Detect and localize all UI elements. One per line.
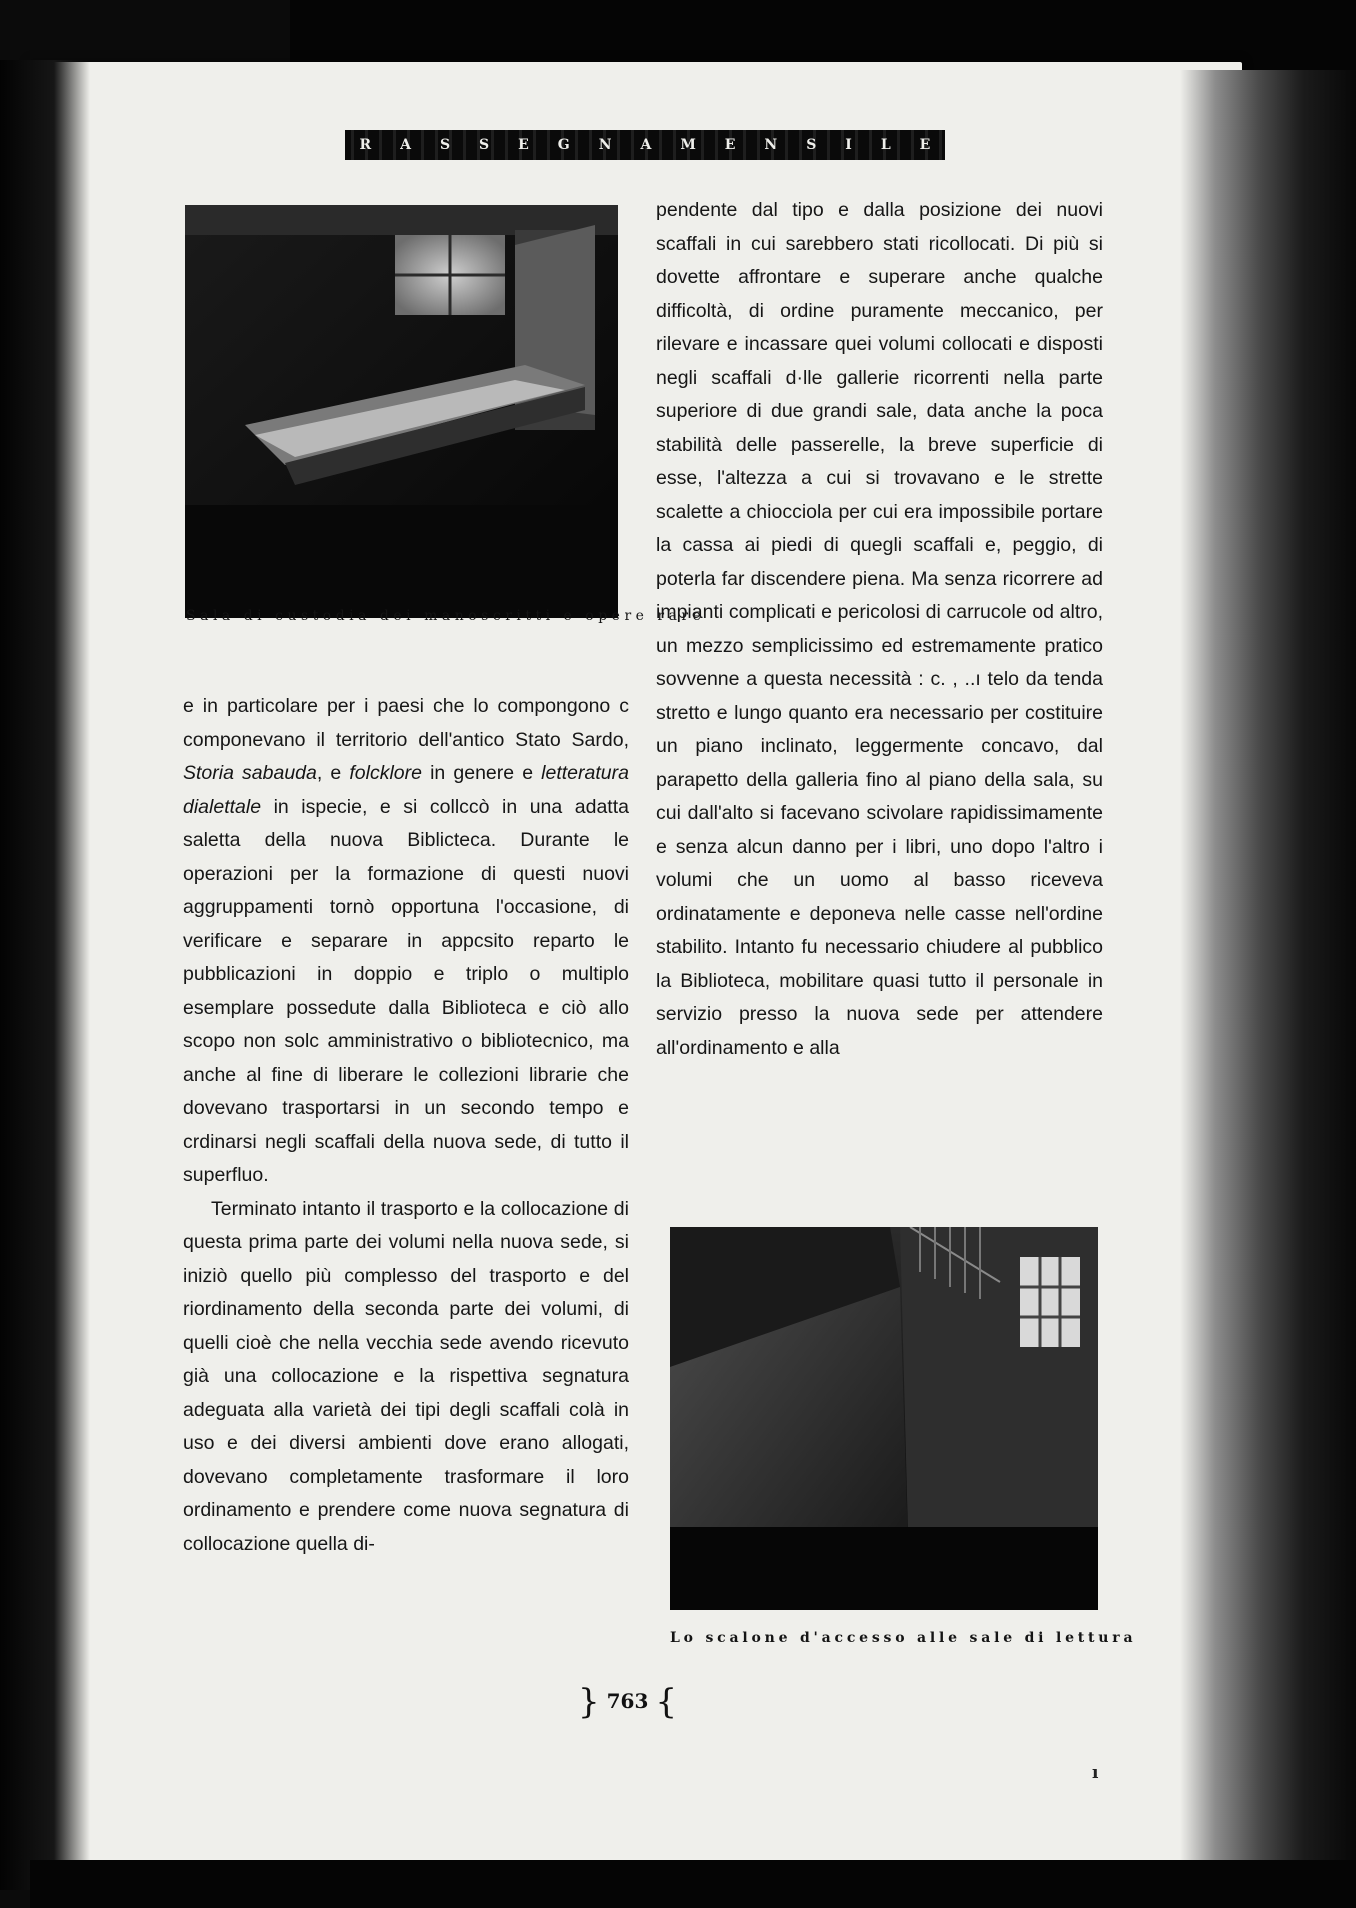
italic-term: letteratura dialettale (183, 762, 629, 818)
left-text-column (183, 690, 629, 1561)
header-letter: N (598, 137, 612, 153)
staircase-caption: Lo scalone d'accesso alle sale di lettura (670, 1630, 1137, 1646)
header-letter: A (400, 137, 411, 153)
header-letter: S (479, 137, 490, 153)
staircase-photo-drawing (670, 1227, 1098, 1610)
header-letter: E (518, 137, 529, 153)
text-run: in genere e (421, 762, 542, 784)
reading-room-caption: Sala di custodia dei manoscritti e opere rare (186, 608, 706, 624)
text-run: , e (316, 762, 350, 784)
page-number-block (578, 1682, 677, 1722)
header-letter: E (724, 137, 736, 153)
italic-term: folcklore (349, 762, 422, 784)
ornament-left: } (578, 1682, 600, 1722)
scan-right-edge-shadow (1180, 70, 1356, 1908)
header-letter: I (845, 137, 852, 153)
right-paragraph-1: pendente dal tipo e dalla posizione dei nuovi scaffali in cui sarebbero stati ricollocati. Di più si dovette affrontare e superare anche qualche difficoltà, di ordine puramente meccanico, per rilevare e incassare quei volumi collocati e disposti negli scaffali d·lle gallerie ricorrenti nella parte superiore di due grandi sale, data anche la poca stabilità delle passerelle, la breve superficie di esse, l'altezza a cui si trovavano e le strette scalette a chiocciola per cui era impossibile portare la cassa ai piedi di quegli scaffali e, peggio, di poterla far discendere piena. Ma senza ricorrere ad impianti complicati e pericolosi di carrucole od altro, un mezzo semplicissimo ed estremamente pratico sovvenne a questa necessità : c. , ..ı telo da tenda stretto e lungo quanto era necessario per costituire un piano inclinato, leggermente concavo, dal parapetto della galleria fino al piano della sala, su cui dall'alto si facevano scivolare rapidissimamente e senza alcun danno per i libri, uno dopo l'altro i volumi che un uomo al basso riceveva ordinatamente e deponeva nelle casse nell'ordine stabilito. Intanto fu necessario chiudere al pubblico la Biblioteca, mobilitare quasi tutto il personale in servizio presso la nuova sede per attendere all'ordinamento e alla (656, 199, 1103, 1059)
corner-mark: ı (1092, 1763, 1099, 1783)
left-paragraph-2: Terminato intanto il trasporto e la collocazione di questa prima parte dei volumi nella nuova sede, si iniziò quello più complesso del trasporto e del riordinamento della seconda parte dei volumi, di quelli cioè che nella vecchia sede avendo ricevuto già una collocazione e la rispettiva segnatura adeguata alla varietà dei tipi degli scaffali colà in uso e dei diversi ambienti dove erano allogati, dovevano completamente trasformare il loro ordinamento e prendere come nuova segnatura di collocazione quella di- (183, 1197, 629, 1555)
text-run: e in particolare per i paesi che lo compongono c componevano il territorio dell'antico Stato Sardo, (183, 695, 629, 751)
left-paragraph-1 (183, 690, 629, 1193)
page-number: 763 (606, 1689, 649, 1713)
header-letter: M (680, 137, 696, 153)
text-run: in ispecie, e si collccò in una adatta saletta della nuova Biblicteca. Durante le operazioni per la formazione di questi nuovi aggruppamenti tornò opportuna l'occasione, di verificare e separare in appcsito reparto le pubblicazioni in doppio e triplo o multiplo esemplare possedute dalla Biblioteca e ciò allo scopo non solc amministrativo o bibliotecnico, ma anche al fine di liberare le collezioni librarie che dovevano trasportarsi in un secondo tempo e crdinarsi negli scaffali della nuova sede, di tutto il superfluo. (183, 795, 629, 1186)
scan-left-shadow (0, 60, 90, 1890)
italic-term: Storia sabauda (183, 762, 317, 784)
staircase-photo (670, 1227, 1098, 1610)
header-letter: R (359, 137, 372, 153)
header-letter: S (806, 137, 817, 153)
ornament-right: { (655, 1682, 677, 1722)
reading-room-photo-drawing (185, 205, 618, 618)
header-letter: G (557, 137, 570, 153)
header-letter: L (880, 137, 891, 153)
running-header (345, 130, 945, 160)
header-letter: N (764, 137, 778, 153)
header-letter: E (919, 137, 931, 153)
right-text-column (656, 194, 1103, 1065)
header-letter: S (439, 137, 451, 153)
scan-bottom-border (30, 1860, 1356, 1908)
reading-room-photo (185, 205, 618, 618)
header-letter: A (640, 137, 652, 153)
